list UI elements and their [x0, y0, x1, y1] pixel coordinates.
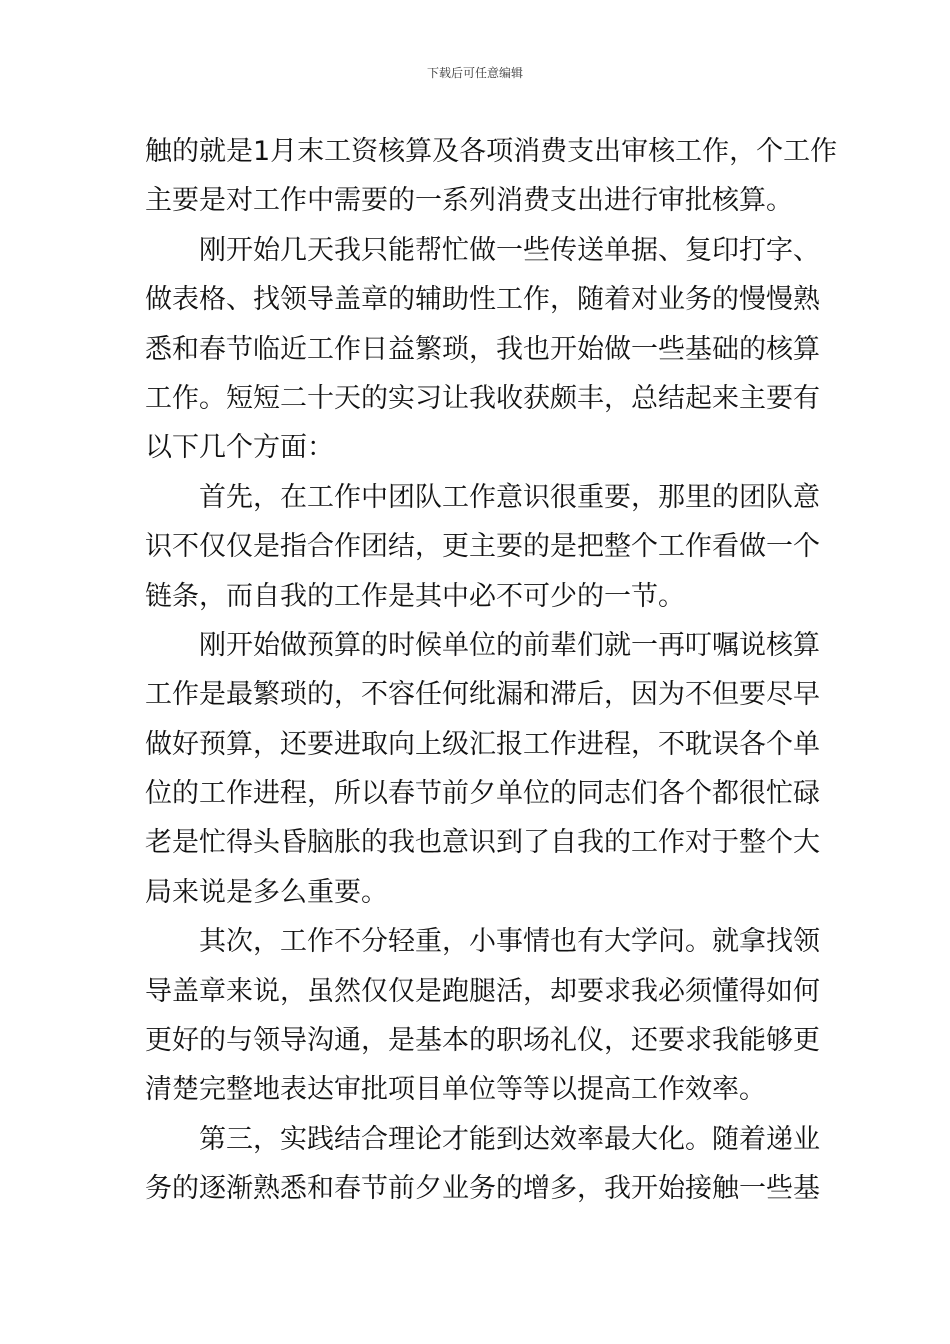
text-line: 清楚完整地表达审批项目单位等等以提高工作效率。: [145, 1074, 766, 1106]
paragraph: [145, 226, 820, 473]
text-line: 做好预算，还要进取向上级汇报工作进程，不耽误各个单: [145, 728, 820, 760]
text-line: 触的就是1月末工资核算及各项消费支出审核工作，个工作: [145, 136, 838, 167]
text-line: 识不仅仅是指合作团结，更主要的是把整个工作看做一个: [145, 531, 820, 563]
text-line: 第三，实践结合理论才能到达效率最大化。随着递业: [199, 1123, 820, 1155]
text-line: 做表格、找领导盖章的辅助性工作，随着对业务的慢慢熟: [145, 284, 820, 316]
text-line: 工作是最繁琐的，不容任何纰漏和滞后，因为不但要尽早: [145, 679, 820, 711]
text-line: 更好的与领导沟通，是基本的职场礼仪，还要求我能够更: [145, 1025, 820, 1057]
page-header: 下载后可任意编辑: [426, 66, 523, 80]
paragraph: [145, 127, 838, 226]
text-line: 刚开始几天我只能帮忙做一些传送单据、复印打字、: [199, 234, 820, 266]
paragraph: [145, 621, 820, 917]
paragraph: [145, 917, 820, 1115]
text-line: 导盖章来说，虽然仅仅是跑腿活，却要求我必须懂得如何: [145, 975, 820, 1007]
text-line: 刚开始做预算的时候单位的前辈们就一再叮嘱说核算: [199, 629, 820, 661]
text-line: 其次，工作不分轻重，小事情也有大学问。就拿找领: [199, 926, 820, 958]
text-line: 务的逐渐熟悉和春节前夕业务的增多，我开始接触一些基: [145, 1173, 820, 1205]
text-line: 悉和春节临近工作日益繁琐，我也开始做一些基础的核算: [145, 333, 820, 365]
text-line: 主要是对工作中需要的一系列消费支出进行审批核算。: [145, 185, 793, 217]
text-line: 位的工作进程，所以春节前夕单位的同志们各个都很忙碌: [145, 778, 820, 810]
text-line: 老是忙得头昏脑胀的我也意识到了自我的工作对于整个大: [145, 827, 820, 859]
document-body: [145, 127, 838, 1214]
paragraph: [145, 1115, 820, 1214]
text-line: 首先，在工作中团队工作意识很重要，那里的团队意: [199, 481, 820, 513]
paragraph: [145, 473, 820, 621]
text-line: 链条，而自我的工作是其中必不可少的一节。: [145, 580, 685, 612]
text-line: 局来说是多么重要。: [145, 876, 388, 908]
text-line: 工作。短短二十天的实习让我收获颇丰，总结起来主要有: [145, 382, 820, 414]
text-line: 以下几个方面：: [145, 432, 334, 464]
